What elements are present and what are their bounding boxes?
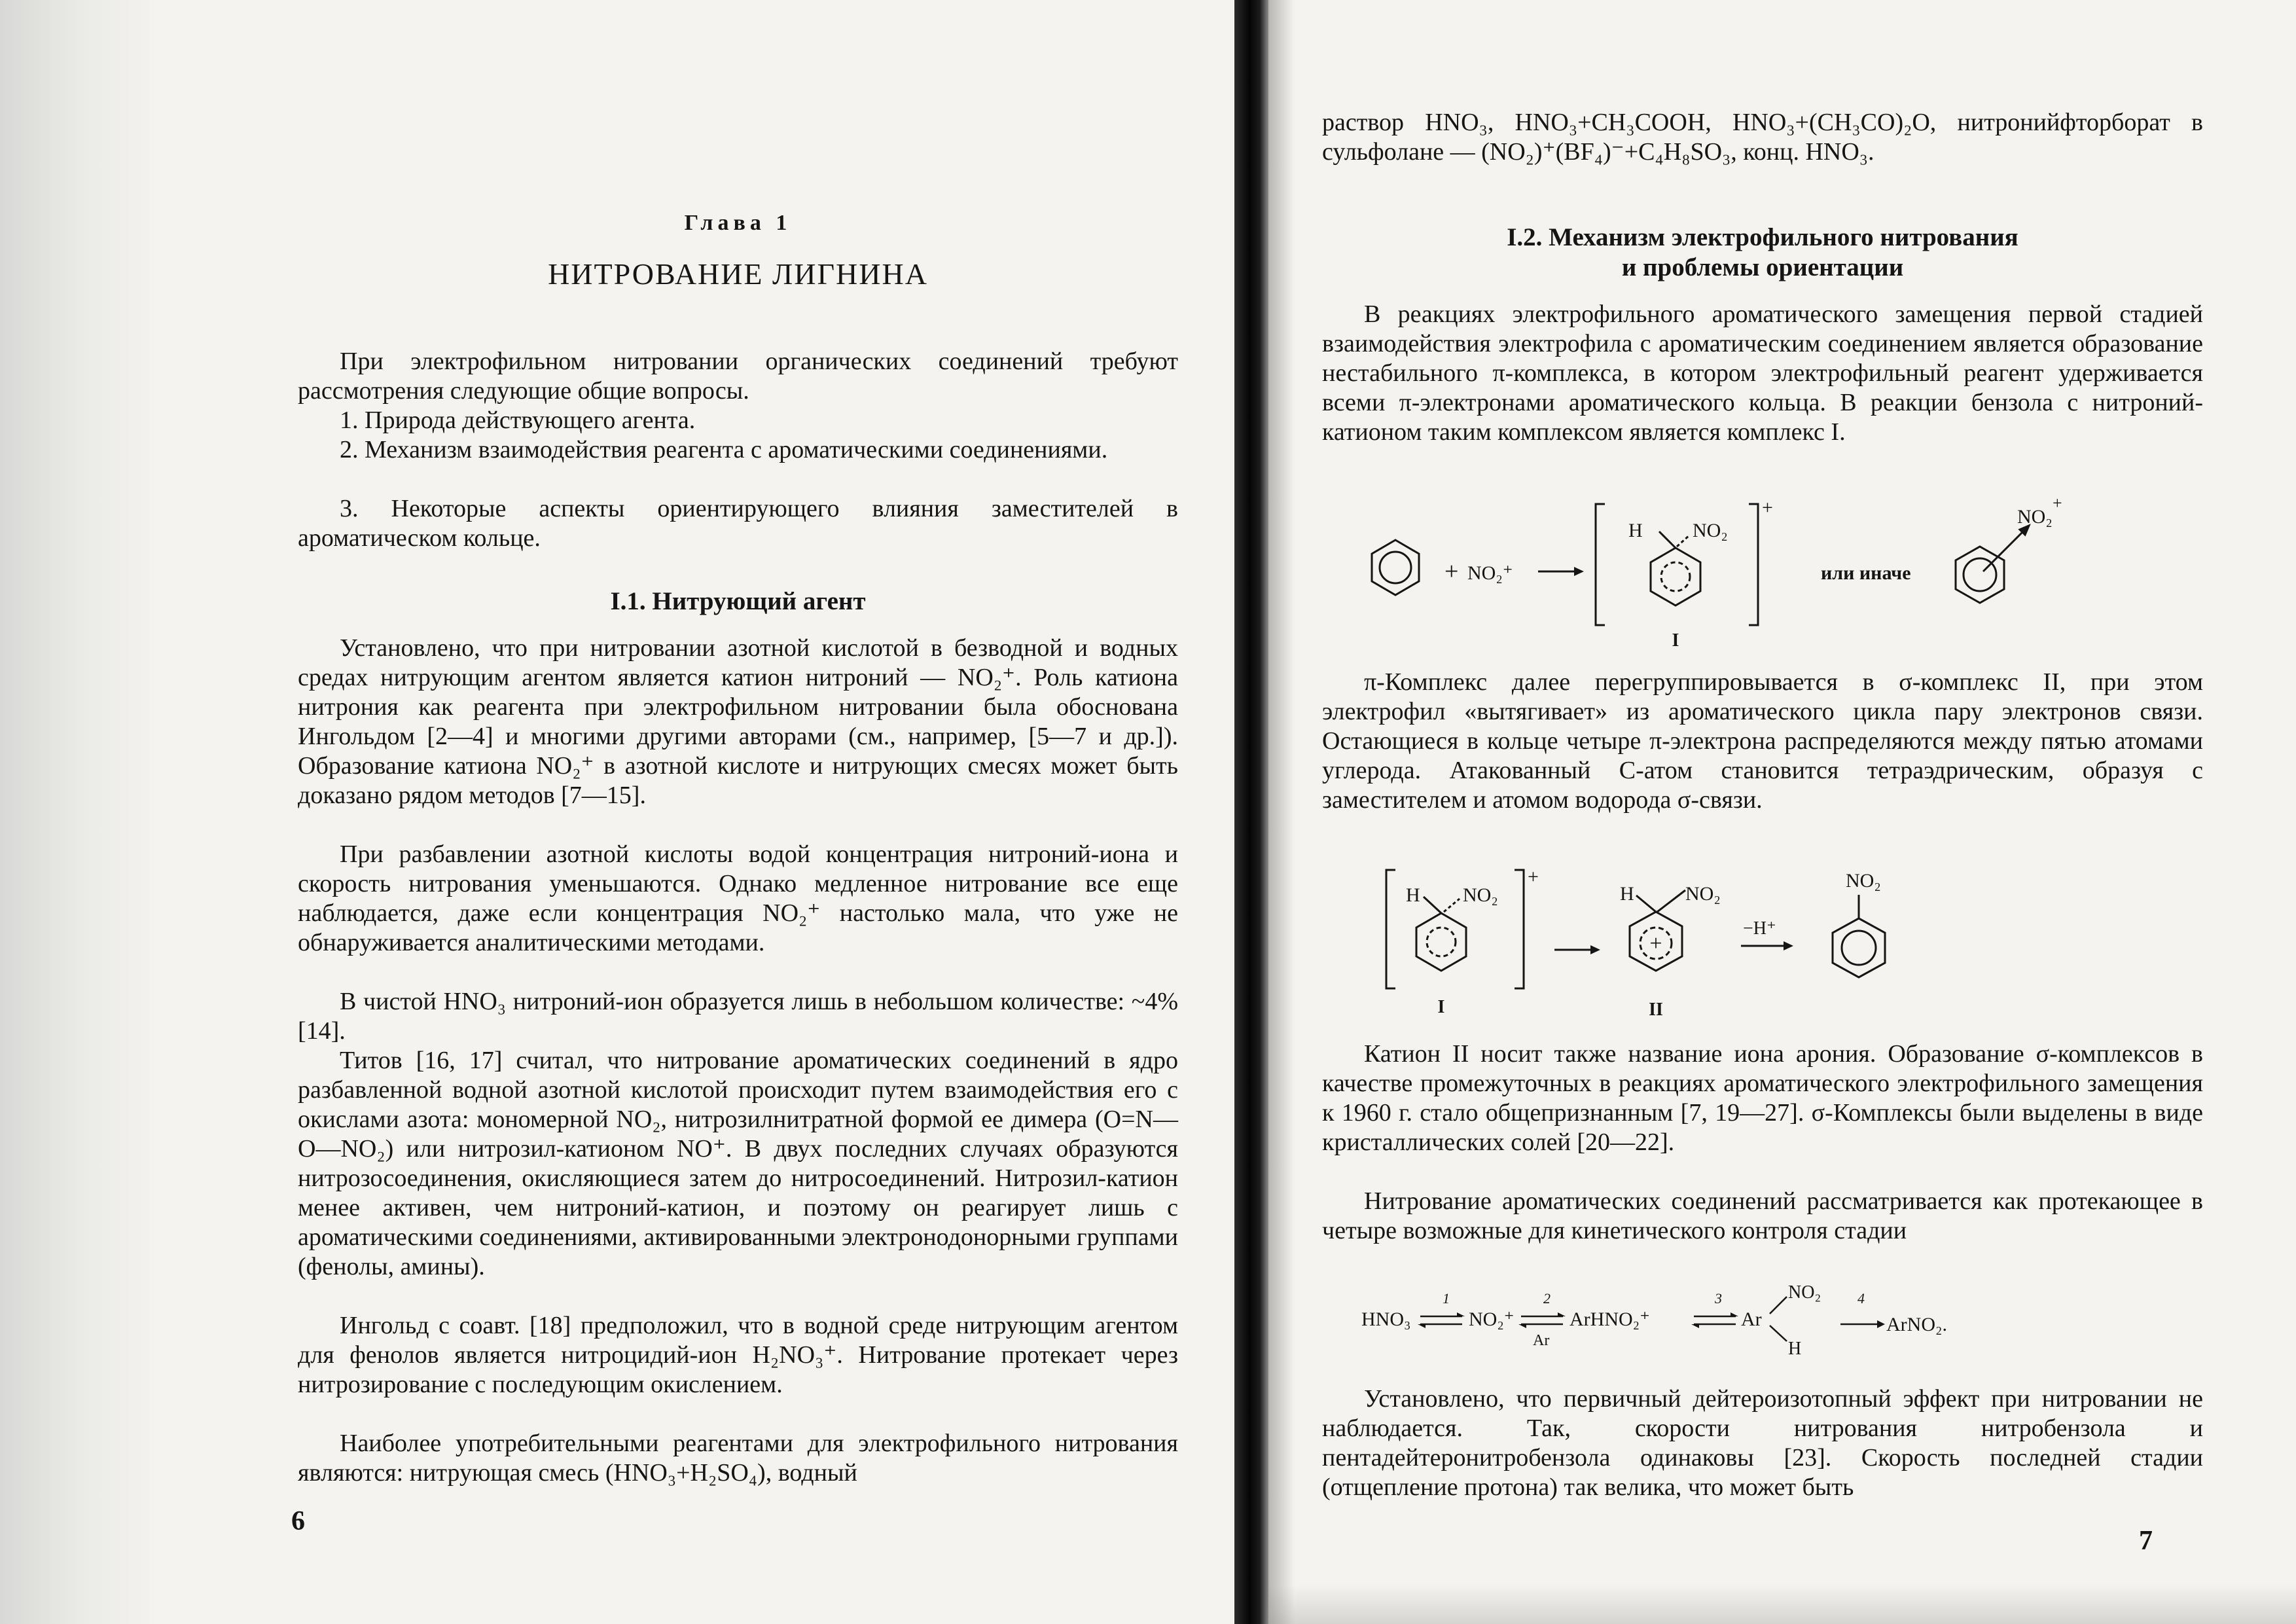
paragraph: При разбавлении азотной кислоты водой концентрация нитроний-иона и скорость нитрования уменьшаются. Однако медленное нитрование все еще наблюдается, даже если концентрация NO₂⁺ настолько мала, что уже не обнаруживается аналитическими методами. (298, 840, 1178, 956)
nitro-group-label: NO₂ (1463, 884, 1498, 906)
complex-brackets (1596, 504, 1758, 625)
page-number-left: 6 (291, 1506, 305, 1536)
complex-charge: + (1528, 866, 1539, 888)
step-number: 4 (1857, 1290, 1865, 1307)
paragraph: Наиболее употребительными реагентами для электрофильного нитрования являются: нитрующая смесь (HNO₃+H₂SO₄), водный (298, 1430, 1178, 1487)
pi-complex-scheme (1322, 488, 2203, 661)
pi-complex-ring (1416, 897, 1466, 971)
plus-sign: + (1444, 558, 1459, 585)
gutter-shadow (1268, 0, 1295, 1624)
paragraph: Нитрование ароматических соединений рассматривается как протекающее в четыре возможные для кинетического контроля стадии (1322, 1187, 2203, 1244)
paragraph: Ингольд с соавт. [18] предположил, что в водной среде нитрующим агентом для фенолов является нитроцидий-ион H₂NO₃⁺. Нитрование протекает через нитрозирование с последующим окислением. (298, 1312, 1178, 1398)
paragraph: Титов [16, 17] считал, что нитрование ароматических соединений в ядро разбавленной водной азотной кислотой происходит путем взаимодействия его с окислами азота: мономерной NO₂, нитрозилнитратной формой ее димера (O=N—O—NO₂) или нитрозил-катионом NO⁺. В двух последних случаях образуются нитрозосоединения, окисляющиеся затем до нитросоединений. Нитрозил-катион менее активен, чем нитроний-катион, и поэтому он реагирует лишь с ароматическими соединениями, активированными электронодонорными группами (фенолы, амины). (298, 1047, 1178, 1280)
nitro-group-label: NO₂ (1685, 883, 1721, 905)
paragraph: π-Комплекс далее перегруппировывается в σ-комплекс II, при этом электрофил «вытягивает» из ароматического цикла пару электронов связи. Остающиеся в кольце четыре π-электрона распределяются между пятью атомами углерода. Атакованный С-атом становится тетраэдрическим, образуя с заместителем и атомом водорода σ-связи. (1322, 668, 2203, 814)
nitronium-label: NO₂⁺ (1469, 1308, 1515, 1330)
reaction-arrow (1554, 945, 1600, 954)
nitro-group-label: NO₂ (2017, 506, 2053, 528)
four-stage-scheme (1322, 1273, 2203, 1371)
intro-paragraph: При электрофильном нитровании органических соединений требуют рассмотрения следующие общие вопросы. (298, 348, 1178, 405)
section-heading-1-2-line1: I.2. Механизм электрофильного нитрования (1507, 223, 2018, 251)
complex-charge: + (1762, 497, 1773, 518)
chapter-label: Глава 1 (684, 211, 792, 235)
page-number-right: 7 (2139, 1526, 2153, 1556)
hydrogen-label: H (1620, 883, 1634, 905)
book-gutter (1234, 0, 1268, 1624)
compound-label-II: II (1649, 1000, 1663, 1020)
left-scan-margin (0, 0, 154, 1624)
arene-label: Ar (1741, 1308, 1762, 1330)
step-number: 2 (1543, 1290, 1551, 1307)
nitrobenzene-ring (1833, 895, 1885, 977)
arene-label: Ar (1533, 1332, 1550, 1349)
hydrogen-label: H (1628, 520, 1643, 541)
equilibrium-arrow (1518, 1312, 1566, 1328)
compound-label-I: I (1672, 630, 1679, 651)
sigma-complex-ring (1630, 890, 1685, 971)
question-1: 1. Природа действующего агента. (340, 406, 696, 434)
chapter-title: НИТРОВАНИЕ ЛИГНИНА (548, 257, 928, 291)
proton-loss-label: −H⁺ (1743, 918, 1776, 939)
paragraph: В реакциях электрофильного ароматического замещения первой стадией взаимодействия электрофила с ароматическим соединением является образование нестабильного π-комплекса, в котором электрофильный реагент удерживается всеми π-электронами ароматического кольца. В реакции бензола с нитроний-катионом таким комплексом является комплекс I. (1322, 300, 2203, 446)
nitronium-charge: + (2053, 494, 2062, 513)
scan-shadow (1268, 1585, 2296, 1624)
nitro-group-label: NO₂ (1846, 870, 1881, 892)
compound-label-I: I (1437, 997, 1445, 1017)
question-2: 2. Механизм взаимодействия реагента с ароматическими соединениями. (340, 436, 1108, 463)
sigma-complex-scheme (1322, 861, 2203, 1034)
paragraph: Установлено, что при нитровании азотной кислотой в безводной и водных средах нитрующим агентом является катион нитроний — NO₂⁺. Роль катиона нитрония как реагента при электрофильном нитровании была обоснована Ингольдом [2—4] и многими другими авторами (см., например, [5—7 и др.]). Образование катиона NO₂⁺ в азотной кислоте и нитрующих смесях может быть доказано рядом методов [7—15]. (298, 634, 1178, 809)
paragraph-continued: раствор HNO₃, HNO₃+CH₃COOH, HNO₃+(CH₃CO)₂O, нитронийфторборат в сульфолане — (NO₂)⁺(BF₄)⁻+C₄H₈SO₃, конц. HNO₃. (1322, 109, 2203, 166)
ring-charge: + (1649, 931, 1662, 956)
reaction-arrow (1840, 1320, 1885, 1328)
arenium-label: ArHNO₂⁺ (1570, 1308, 1650, 1330)
step-number: 3 (1715, 1290, 1722, 1307)
question-3: 3. Некоторые аспекты ориентирующего влияния заместителей в ароматическом кольце. (298, 495, 1178, 552)
nitronium-label: NO₂⁺ (1467, 562, 1513, 584)
nitrobenzene-pi-ring (1956, 526, 2029, 603)
step-number: 1 (1443, 1290, 1450, 1307)
pi-complex-ring (1651, 532, 1700, 605)
paragraph: Катион II носит также название иона арония. Образование σ-комплексов в качестве промежуточных в реакциях ароматического электрофильного замещения к 1960 г. стало общепризнанным [7, 19—27]. σ-Комплексы были выделены в виде кристаллических солей [20—22]. (1322, 1040, 2203, 1156)
sigma-bonds (1770, 1297, 1787, 1341)
or-else-label: или иначе (1821, 562, 1911, 584)
benzene-ring (1372, 540, 1419, 595)
nitric-acid-label: HNO₃ (1361, 1308, 1411, 1330)
hydrogen-label: H (1406, 884, 1420, 906)
section-heading-1-1: I.1. Нитрующий агент (610, 587, 866, 615)
paragraph: Установлено, что первичный дейтероизотопный эффект при нитровании не наблюдается. Так, скорости нитрования нитробензола и пентадейтеронитробензола одинаковы [23]. Скорость последней стадии (отщепление протона) так велика, что может быть (1322, 1385, 2203, 1501)
paragraph: В чистой HNO₃ нитроний-ион образуется лишь в небольшом количестве: ~4% [14]. (298, 988, 1178, 1045)
nitroarene-label: ArNO₂. (1886, 1314, 1947, 1335)
equilibrium-arrow (1418, 1312, 1465, 1328)
nitro-group-label: NO₂ (1788, 1282, 1821, 1303)
reaction-arrow (1538, 567, 1584, 576)
equilibrium-arrow (1691, 1312, 1738, 1328)
hydrogen-label: H (1788, 1339, 1802, 1359)
reaction-arrow (1741, 941, 1793, 950)
nitro-group-label: NO₂ (1693, 520, 1728, 541)
section-heading-1-2-line2: и проблемы ориентации (1621, 253, 1904, 281)
